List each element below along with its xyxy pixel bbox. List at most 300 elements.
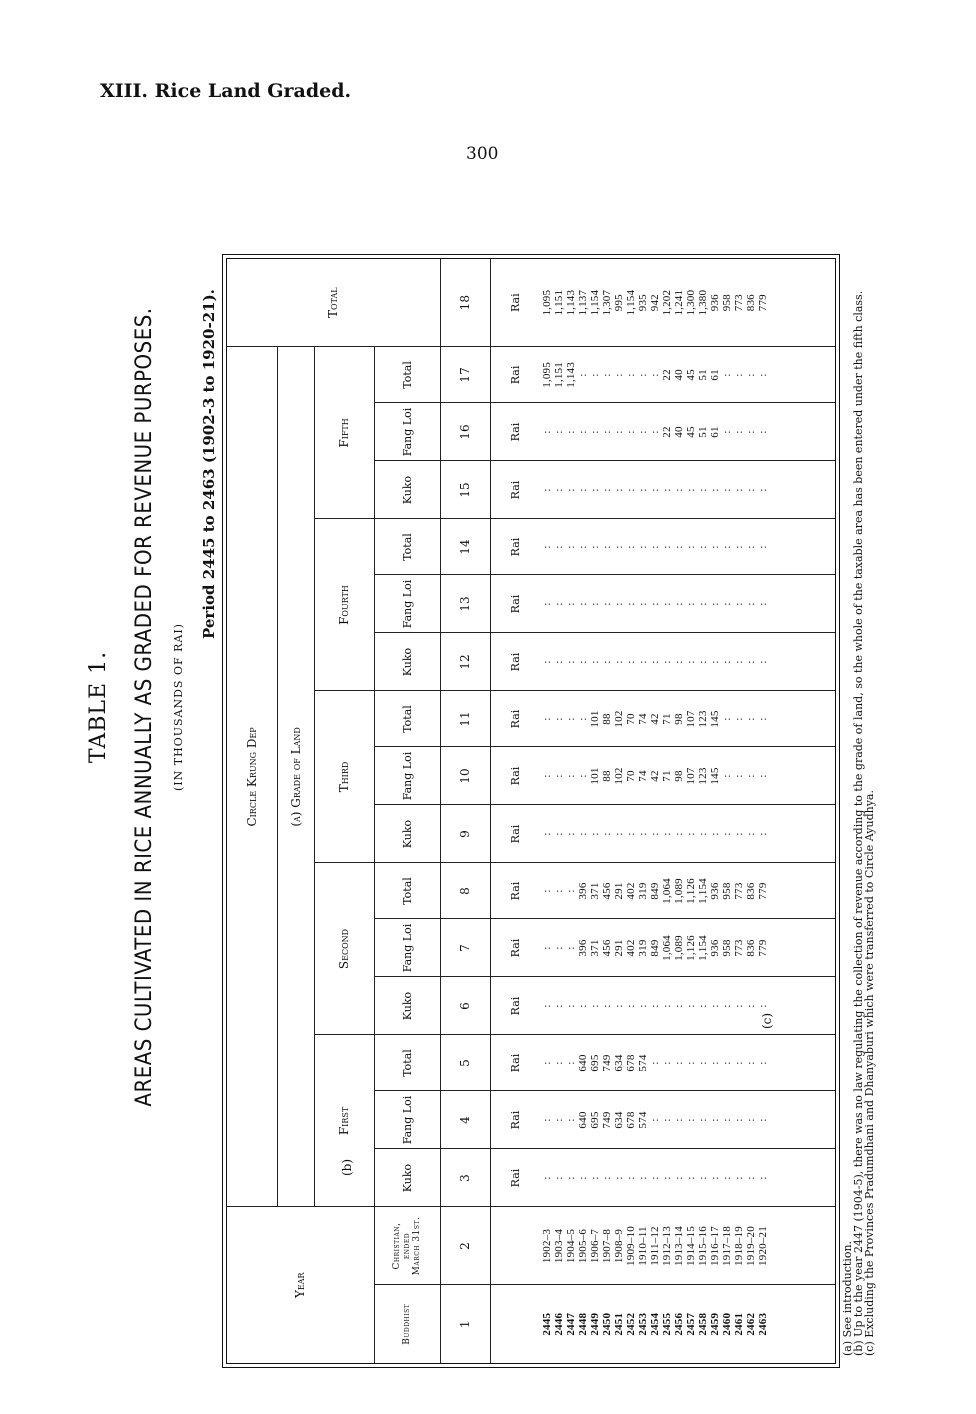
section-heading: XIII. Rice Land Graded. [100, 80, 352, 102]
table-cell: 371 [588, 882, 601, 900]
table-cell: : [756, 602, 769, 606]
table-cell: : [684, 1061, 697, 1065]
table-cell: : [576, 488, 589, 492]
table-cell: : [576, 832, 589, 836]
table-cell: 1,064 [660, 935, 673, 961]
table-cell: : [720, 1061, 733, 1065]
table-cell: : [732, 1061, 745, 1065]
table-cell: 958 [720, 882, 733, 900]
table-cell: 2451 [612, 1312, 625, 1336]
table-cell: : [552, 889, 565, 893]
table-cell: 123 [696, 767, 709, 785]
table-cell: 1917–18 [720, 1226, 733, 1266]
table-cell: : [612, 545, 625, 549]
table-cell: : [756, 832, 769, 836]
unit-label: Rai [490, 347, 541, 403]
table-cell: : [624, 373, 637, 377]
table-cell: 936 [708, 939, 721, 957]
table-cell: : [552, 774, 565, 778]
table-cell: : [648, 1004, 661, 1008]
data-column-9 [541, 805, 836, 863]
table-cell: 1919–20 [744, 1226, 757, 1266]
table-cell: : [660, 1004, 673, 1008]
table-cell: 102 [612, 767, 625, 785]
unit-label: Rai [490, 1091, 541, 1149]
table-cell: 1915–16 [696, 1226, 709, 1266]
table-cell: 678 [624, 1054, 637, 1072]
data-row [541, 259, 836, 1363]
table-cell: : [696, 1004, 709, 1008]
header-second-total: Total [374, 863, 440, 919]
table-cell: : [732, 660, 745, 664]
column-number: 10 [440, 747, 490, 805]
table-cell: 574 [636, 1111, 649, 1129]
table-cell: 634 [612, 1054, 625, 1072]
table-cell: 2454 [648, 1312, 661, 1336]
table-cell: 836 [744, 882, 757, 900]
table-cell: 1908–9 [612, 1228, 625, 1264]
table-cell: : [600, 1176, 613, 1180]
table-cell: : [612, 488, 625, 492]
table-cell: 74 [636, 713, 649, 725]
table-cell: : [744, 717, 757, 721]
table-cell: : [756, 1004, 769, 1008]
table-cell: 1,151 [552, 362, 565, 388]
table-cell: 773 [732, 939, 745, 957]
table-cell: : [588, 832, 601, 836]
table-cell: 1,151 [552, 289, 565, 316]
table-cell: : [600, 545, 613, 549]
unit-label: Rai [490, 747, 541, 805]
table-cell: : [732, 545, 745, 549]
table-cell: 836 [744, 294, 757, 312]
table-cell: : [708, 660, 721, 664]
data-table [227, 259, 835, 1363]
table-cell: : [612, 832, 625, 836]
column-number: 5 [440, 1035, 490, 1091]
table-cell: 2449 [588, 1312, 601, 1336]
column-number: 9 [440, 805, 490, 863]
table-cell: : [744, 1118, 757, 1122]
header-buddhist: Buddhist [374, 1285, 440, 1363]
table-cell: : [720, 717, 733, 721]
table-cell: : [624, 660, 637, 664]
table-cell: : [564, 832, 577, 836]
table-cell: : [600, 602, 613, 606]
table-cell: : [648, 373, 661, 377]
table-cell: 749 [600, 1054, 613, 1072]
column-number: 16 [440, 403, 490, 461]
table-cell: : [600, 488, 613, 492]
column-number: 4 [440, 1091, 490, 1149]
table-cell: : [588, 602, 601, 606]
table-cell: : [636, 602, 649, 606]
table-cell: : [564, 1061, 577, 1065]
table-cell: : [672, 488, 685, 492]
table-cell: 145 [708, 710, 721, 728]
table-cell: : [552, 1118, 565, 1122]
table-cell: : [600, 373, 613, 377]
table-cell: 402 [624, 939, 637, 957]
table-cell: 42 [648, 713, 661, 725]
table-cell: : [648, 545, 661, 549]
table-cell: : [576, 430, 589, 434]
table-cell: : [624, 1004, 637, 1008]
table-cell: : [708, 1004, 721, 1008]
header-third-fang-loi: Fang Loi [374, 747, 440, 805]
table-cell: : [624, 430, 637, 434]
table-cell: 2462 [744, 1312, 757, 1336]
unit-label [490, 1207, 541, 1285]
table-cell: : [672, 1061, 685, 1065]
table-cell: 70 [624, 770, 637, 782]
table-cell: 1914–15 [684, 1226, 697, 1266]
table-cell: 1,095 [540, 362, 553, 388]
table-cell: : [732, 430, 745, 434]
column-number: 6 [440, 977, 490, 1035]
table-cell: 640 [576, 1054, 589, 1072]
table-cell: 40 [672, 426, 685, 438]
page-number: 300 [466, 144, 499, 164]
table-cell: : [588, 1004, 601, 1008]
table-cell: : [552, 1004, 565, 1008]
table-cell: : [540, 430, 553, 434]
header-grade-of-land: (a) Grade of Land [277, 347, 314, 1207]
table-cell: : [612, 602, 625, 606]
table-cell: : [540, 889, 553, 893]
table-cell: : [708, 1061, 721, 1065]
table-cell: 45 [684, 426, 697, 438]
table-cell: 107 [684, 710, 697, 728]
table-cell: : [552, 946, 565, 950]
table-cell: : [732, 717, 745, 721]
table-cell: : [744, 1176, 757, 1180]
unit-label: Rai [490, 1149, 541, 1207]
table-cell: 51 [696, 426, 709, 438]
table-cell: : [552, 430, 565, 434]
column-number: 18 [440, 259, 490, 347]
table-cell: 1,241 [672, 289, 685, 316]
data-column-7 [541, 919, 836, 977]
header-circle: Circle Krung Dep [227, 347, 277, 1207]
column-number: 11 [440, 691, 490, 747]
table-cell: : [636, 1176, 649, 1180]
table-cell: : [744, 430, 757, 434]
data-column-4 [541, 1091, 836, 1149]
table-cell: 849 [648, 939, 661, 957]
footnote-a: (a) See introduction. [841, 1240, 854, 1356]
table-cell: : [660, 1061, 673, 1065]
table-cell: 2457 [684, 1312, 697, 1336]
table-cell: 1,064 [660, 878, 673, 904]
table-cell: : [696, 488, 709, 492]
table-cell: : [672, 1004, 685, 1008]
table-cell: : [588, 545, 601, 549]
table-cell: : [732, 488, 745, 492]
unit-label: Rai [490, 403, 541, 461]
table-cell: : [564, 545, 577, 549]
table-cell: : [648, 488, 661, 492]
header-fifth-kuko: Kuko [374, 461, 440, 519]
column-number: 3 [440, 1149, 490, 1207]
table-cell: : [612, 660, 625, 664]
table-cell: : [576, 602, 589, 606]
table-cell: : [684, 660, 697, 664]
table-cell: : [732, 832, 745, 836]
table-cell: : [564, 1118, 577, 1122]
data-column-3 [541, 1149, 836, 1207]
table-cell: : [540, 1176, 553, 1180]
table-cell: 936 [708, 882, 721, 900]
table-cell: : [744, 832, 757, 836]
table-cell: : [756, 430, 769, 434]
table-cell: : [744, 774, 757, 778]
header-grade-fourth: Fourth [314, 519, 374, 691]
table-cell: : [744, 373, 757, 377]
data-column-18 [541, 259, 836, 347]
table-cell: 1906–7 [588, 1228, 601, 1264]
footnotes [842, 291, 875, 1356]
period-label: Period 2445 to 2463 (1902-3 to 1920-21). [200, 289, 218, 639]
table-cell: 1,380 [696, 289, 709, 316]
table-cell: : [564, 946, 577, 950]
table-cell: : [624, 545, 637, 549]
table-cell: 695 [588, 1111, 601, 1129]
table-cell: : [756, 660, 769, 664]
table-cell: : [600, 430, 613, 434]
table-cell: : [576, 545, 589, 549]
table-cell: : [660, 602, 673, 606]
table-cell: : [576, 1004, 589, 1008]
table-cell: : [552, 1061, 565, 1065]
header-second-kuko: Kuko [374, 977, 440, 1035]
table-cell: 107 [684, 767, 697, 785]
table-cell: : [552, 545, 565, 549]
table-cell: 291 [612, 939, 625, 957]
table-cell: 1903–4 [552, 1228, 565, 1264]
table-cell: 1,154 [624, 289, 637, 316]
footnote-c: (c) Excluding the Provinces Pradumdhani and Dhanyaburi which were transferred to Circle Ayudhya. [863, 790, 876, 1356]
table-cell: 1,089 [672, 878, 685, 904]
table-cell: : [576, 373, 589, 377]
table-cell: : [636, 545, 649, 549]
table-cell: 40 [672, 369, 685, 381]
table-cell: : [624, 1176, 637, 1180]
table-cell: : [648, 1061, 661, 1065]
table-cell: : [696, 602, 709, 606]
header-year: Year [227, 1207, 374, 1363]
data-column-13 [541, 575, 836, 633]
header-grade-fifth: Fifth [314, 347, 374, 519]
unit-label: Rai [490, 575, 541, 633]
table-cell: 1,154 [696, 878, 709, 904]
column-number: 13 [440, 575, 490, 633]
table-title: TABLE 1. [86, 650, 111, 764]
data-column-5 [541, 1035, 836, 1091]
table-cell: : [540, 717, 553, 721]
table-cell: 936 [708, 294, 721, 312]
table-cell: 836 [744, 939, 757, 957]
table-cell: : [708, 1176, 721, 1180]
table-cell: : [540, 1118, 553, 1122]
table-cell: : [684, 602, 697, 606]
table-cell: : [588, 373, 601, 377]
table-cell: 319 [636, 939, 649, 957]
header-total: Total [227, 259, 440, 347]
table-cell: : [540, 946, 553, 950]
column-number: 7 [440, 919, 490, 977]
table-cell: : [732, 774, 745, 778]
table-cell: : [540, 660, 553, 664]
table-cell: 2445 [540, 1312, 553, 1336]
table-cell: : [636, 373, 649, 377]
unit-label: Rai [490, 1035, 541, 1091]
table-cell: 319 [636, 882, 649, 900]
table-cell: : [636, 1004, 649, 1008]
table-cell: : [660, 488, 673, 492]
column-number-row [440, 259, 490, 1363]
table-cell: 71 [660, 770, 673, 782]
table-cell: : [624, 832, 637, 836]
table-cell: 779 [756, 882, 769, 900]
unit-label: Rai [490, 691, 541, 747]
table-cell: 1,137 [576, 289, 589, 316]
table-cell: : [588, 660, 601, 664]
table-cell: 849 [648, 882, 661, 900]
table-cell: : [720, 373, 733, 377]
table-cell: : [552, 660, 565, 664]
table-cell: : [672, 545, 685, 549]
table-cell: : [720, 488, 733, 492]
table-cell: : [576, 717, 589, 721]
table-cell: 101 [588, 767, 601, 785]
table-cell: : [552, 602, 565, 606]
table-cell: 2460 [720, 1312, 733, 1336]
table-cell: : [684, 832, 697, 836]
table-cell: : [564, 717, 577, 721]
header-fourth-total: Total [374, 519, 440, 575]
column-number: 14 [440, 519, 490, 575]
table-cell: : [540, 545, 553, 549]
table-cell: 1,126 [684, 878, 697, 904]
table-cell: : [732, 373, 745, 377]
table-cell: 22 [660, 369, 673, 381]
table-cell: : [720, 832, 733, 836]
column-number: 8 [440, 863, 490, 919]
table-cell: : [564, 602, 577, 606]
header-second-fang-loi: Fang Loi [374, 919, 440, 977]
table-cell: 70 [624, 713, 637, 725]
header-grade-second: Second [314, 863, 374, 1035]
table-cell: : [588, 488, 601, 492]
table-cell: : [696, 1061, 709, 1065]
table-cell: : [540, 488, 553, 492]
table-cell: : [708, 602, 721, 606]
header-third-total: Total [374, 691, 440, 747]
table-cell: 779 [756, 294, 769, 312]
table-cell: 942 [648, 294, 661, 312]
table-cell: : [672, 602, 685, 606]
table-cell: 1,143 [564, 289, 577, 316]
header-grade-first: First [314, 1035, 374, 1207]
table-cell: 935 [636, 294, 649, 312]
table-cell: 1918–19 [732, 1226, 745, 1266]
table-cell: : [660, 832, 673, 836]
header-first-total: Total [374, 1035, 440, 1091]
table-cell: : [612, 373, 625, 377]
table-cell: : [648, 1176, 661, 1180]
table-cell: : [720, 774, 733, 778]
table-cell: : [684, 545, 697, 549]
table-cell: : [720, 430, 733, 434]
table-cell: : [744, 660, 757, 664]
table-cell: : [756, 1061, 769, 1065]
table-cell: 1907–8 [600, 1228, 613, 1264]
table-cell: : [756, 373, 769, 377]
table-cell: : [552, 1176, 565, 1180]
data-column-15 [541, 461, 836, 519]
table-cell: : [684, 1004, 697, 1008]
table-cell: : [708, 545, 721, 549]
data-column-17 [541, 347, 836, 403]
table-cell: : [540, 832, 553, 836]
table-cell: 574 [636, 1054, 649, 1072]
table-cell: : [684, 1118, 697, 1122]
header-first-kuko: Kuko [374, 1149, 440, 1207]
table-cell: : [756, 774, 769, 778]
table-cell: 51 [696, 369, 709, 381]
table-cell: : [648, 1118, 661, 1122]
table-cell: 678 [624, 1111, 637, 1129]
table-cell: 61 [708, 426, 721, 438]
table-cell: 101 [588, 710, 601, 728]
table-cell: 61 [708, 369, 721, 381]
table-cell: : [756, 545, 769, 549]
table-cell: : [588, 430, 601, 434]
table-cell: : [696, 1118, 709, 1122]
table-cell: : [600, 832, 613, 836]
table-cell: : [636, 832, 649, 836]
table-cell: : [756, 1118, 769, 1122]
unit-label: Rai [490, 633, 541, 691]
unit-label: Rai [490, 519, 541, 575]
table-cell: 1904–5 [564, 1228, 577, 1264]
unit-label: Rai [490, 805, 541, 863]
column-number: 15 [440, 461, 490, 519]
table-cell: : [636, 430, 649, 434]
table-cell: : [720, 1176, 733, 1180]
units-note: (IN THOUSANDS OF RAI) [172, 623, 185, 791]
data-column-14 [541, 519, 836, 575]
column-number: 12 [440, 633, 490, 691]
table-cell: 1920–21 [756, 1226, 769, 1266]
table-cell: : [708, 488, 721, 492]
table-cell: : [588, 1176, 601, 1180]
table-cell: : [660, 660, 673, 664]
table-cell: : [684, 488, 697, 492]
table-cell: 102 [612, 710, 625, 728]
table-cell: 2456 [672, 1312, 685, 1336]
table-cell: 1,126 [684, 935, 697, 961]
table-cell: 773 [732, 882, 745, 900]
table-cell: 402 [624, 882, 637, 900]
table-cell: 88 [600, 713, 613, 725]
table-cell: : [744, 602, 757, 606]
table-cell: 456 [600, 882, 613, 900]
table-cell: 779 [756, 939, 769, 957]
table-cell: 1,300 [684, 289, 697, 316]
units-row [490, 259, 541, 1363]
